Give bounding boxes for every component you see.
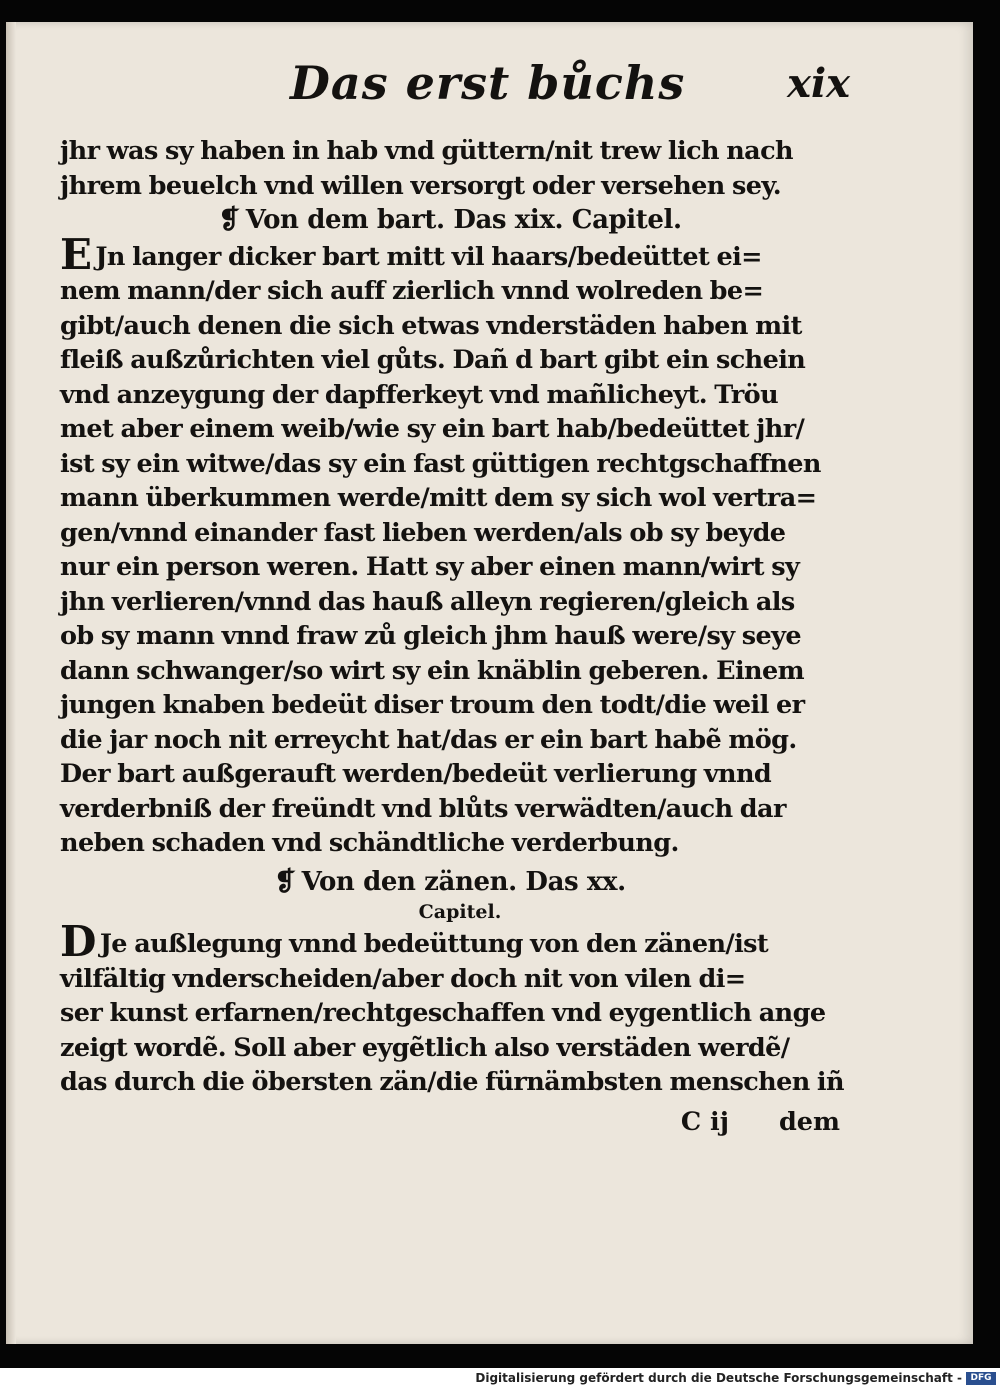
text-line: met aber einem weib/wie sy ein bart hab/bedeüttet jhr/ bbox=[60, 414, 805, 444]
text-line: jhrem beuelch vnd willen versorgt oder versehen sey. bbox=[60, 170, 781, 201]
chapter-heading-text: Von dem bart. Das xix. Capitel. bbox=[245, 205, 682, 235]
signature-mark: C ij bbox=[680, 1106, 729, 1137]
drop-capital: D bbox=[60, 917, 96, 966]
chapter-heading-text: Von den zänen. Das xx. bbox=[301, 866, 626, 897]
text-line: vnd anzeygung der dapfferkeyt vnd mañlicheyt. Tröu bbox=[60, 379, 779, 410]
pilcrow-icon: ❡ bbox=[218, 205, 240, 235]
text-line: jungen knaben bedeüt diser troum den todt/die weil er bbox=[60, 690, 805, 720]
drop-capital: E bbox=[60, 229, 92, 279]
running-head bbox=[60, 56, 850, 134]
text-line: ob sy mann vnnd fraw zů gleich jhm hauß were/sy seye bbox=[60, 621, 801, 651]
chapter-heading-beard bbox=[60, 203, 840, 238]
text-line: zeigt wordẽ. Soll aber eygẽtlich also verstäden werdẽ/ bbox=[60, 1032, 790, 1063]
footer-bar bbox=[0, 1368, 1000, 1389]
signature-catchword-line bbox=[60, 1104, 840, 1140]
text-line: fleiß außzůrichten viel gůts. Dañ d bart gibt ein schein bbox=[60, 345, 806, 375]
text-line bbox=[60, 917, 840, 966]
text-line: das durch die öbersten zän/die fürnämbsten menschen iñ bbox=[60, 1067, 844, 1097]
chapter-heading-teeth bbox=[60, 865, 840, 900]
text-line: Der bart außgerauft werden/bedeüt verlierung vnnd bbox=[60, 759, 772, 789]
running-title: Das erst bůchs bbox=[290, 56, 686, 110]
folio-number: xix bbox=[787, 60, 850, 107]
text-line-content: Je außlegung vnnd bedeüttung von den zänen/ist bbox=[99, 929, 769, 959]
text-line: dann schwanger/so wirt sy ein knäblin geberen. Einem bbox=[60, 655, 804, 686]
pilcrow-icon: ❡ bbox=[274, 866, 296, 897]
catchword: dem bbox=[778, 1106, 840, 1137]
text-line bbox=[60, 229, 840, 279]
text-line: gen/vnnd einander fast lieben werden/als ob sy beyde bbox=[60, 517, 786, 548]
text-line: die jar noch nit erreycht hat/das er ein bart habẽ mög. bbox=[60, 724, 797, 755]
page-gutter-shadow bbox=[6, 22, 16, 1344]
book-page bbox=[6, 22, 973, 1344]
text-line: nur ein person weren. Hatt sy aber einen mann/wirt sy bbox=[60, 552, 800, 582]
text-line: gibt/auch denen die sich etwas vnderstäden haben mit bbox=[60, 310, 802, 341]
text-line: mann überkummen werde/mitt dem sy sich wol vertra= bbox=[60, 483, 817, 513]
text-line: ser kunst erfarnen/rechtgeschaffen vnd eygentlich ange bbox=[60, 998, 826, 1028]
footer-credit: Digitalisierung gefördert durch die Deutsche Forschungsgemeinschaft - bbox=[475, 1371, 962, 1385]
dfg-logo: DFG bbox=[966, 1372, 996, 1385]
text-line: vilfältig vnderscheiden/aber doch nit von vilen di= bbox=[60, 963, 746, 994]
text-line: neben schaden vnd schändtliche verderbung. bbox=[60, 828, 679, 858]
page-text-block bbox=[60, 56, 850, 1140]
text-line: ist sy ein witwe/das sy ein fast güttigen rechtgschaffnen bbox=[60, 448, 821, 479]
text-line: nem mann/der sich auff zierlich vnnd wolreden be= bbox=[60, 276, 764, 306]
text-line-content: Jn langer dicker bart mitt vil haars/bedeüttet ei= bbox=[95, 241, 762, 272]
chapter-heading-continuation: Capitel. bbox=[418, 901, 502, 923]
text-line: jhn verlieren/vnnd das hauß alleyn regieren/gleich als bbox=[60, 586, 795, 617]
text-line: verderbniß der freündt vnd blůts verwädten/auch dar bbox=[60, 793, 786, 824]
text-line: jhr was sy haben in hab vnd güttern/nit trew lich nach bbox=[60, 136, 793, 166]
